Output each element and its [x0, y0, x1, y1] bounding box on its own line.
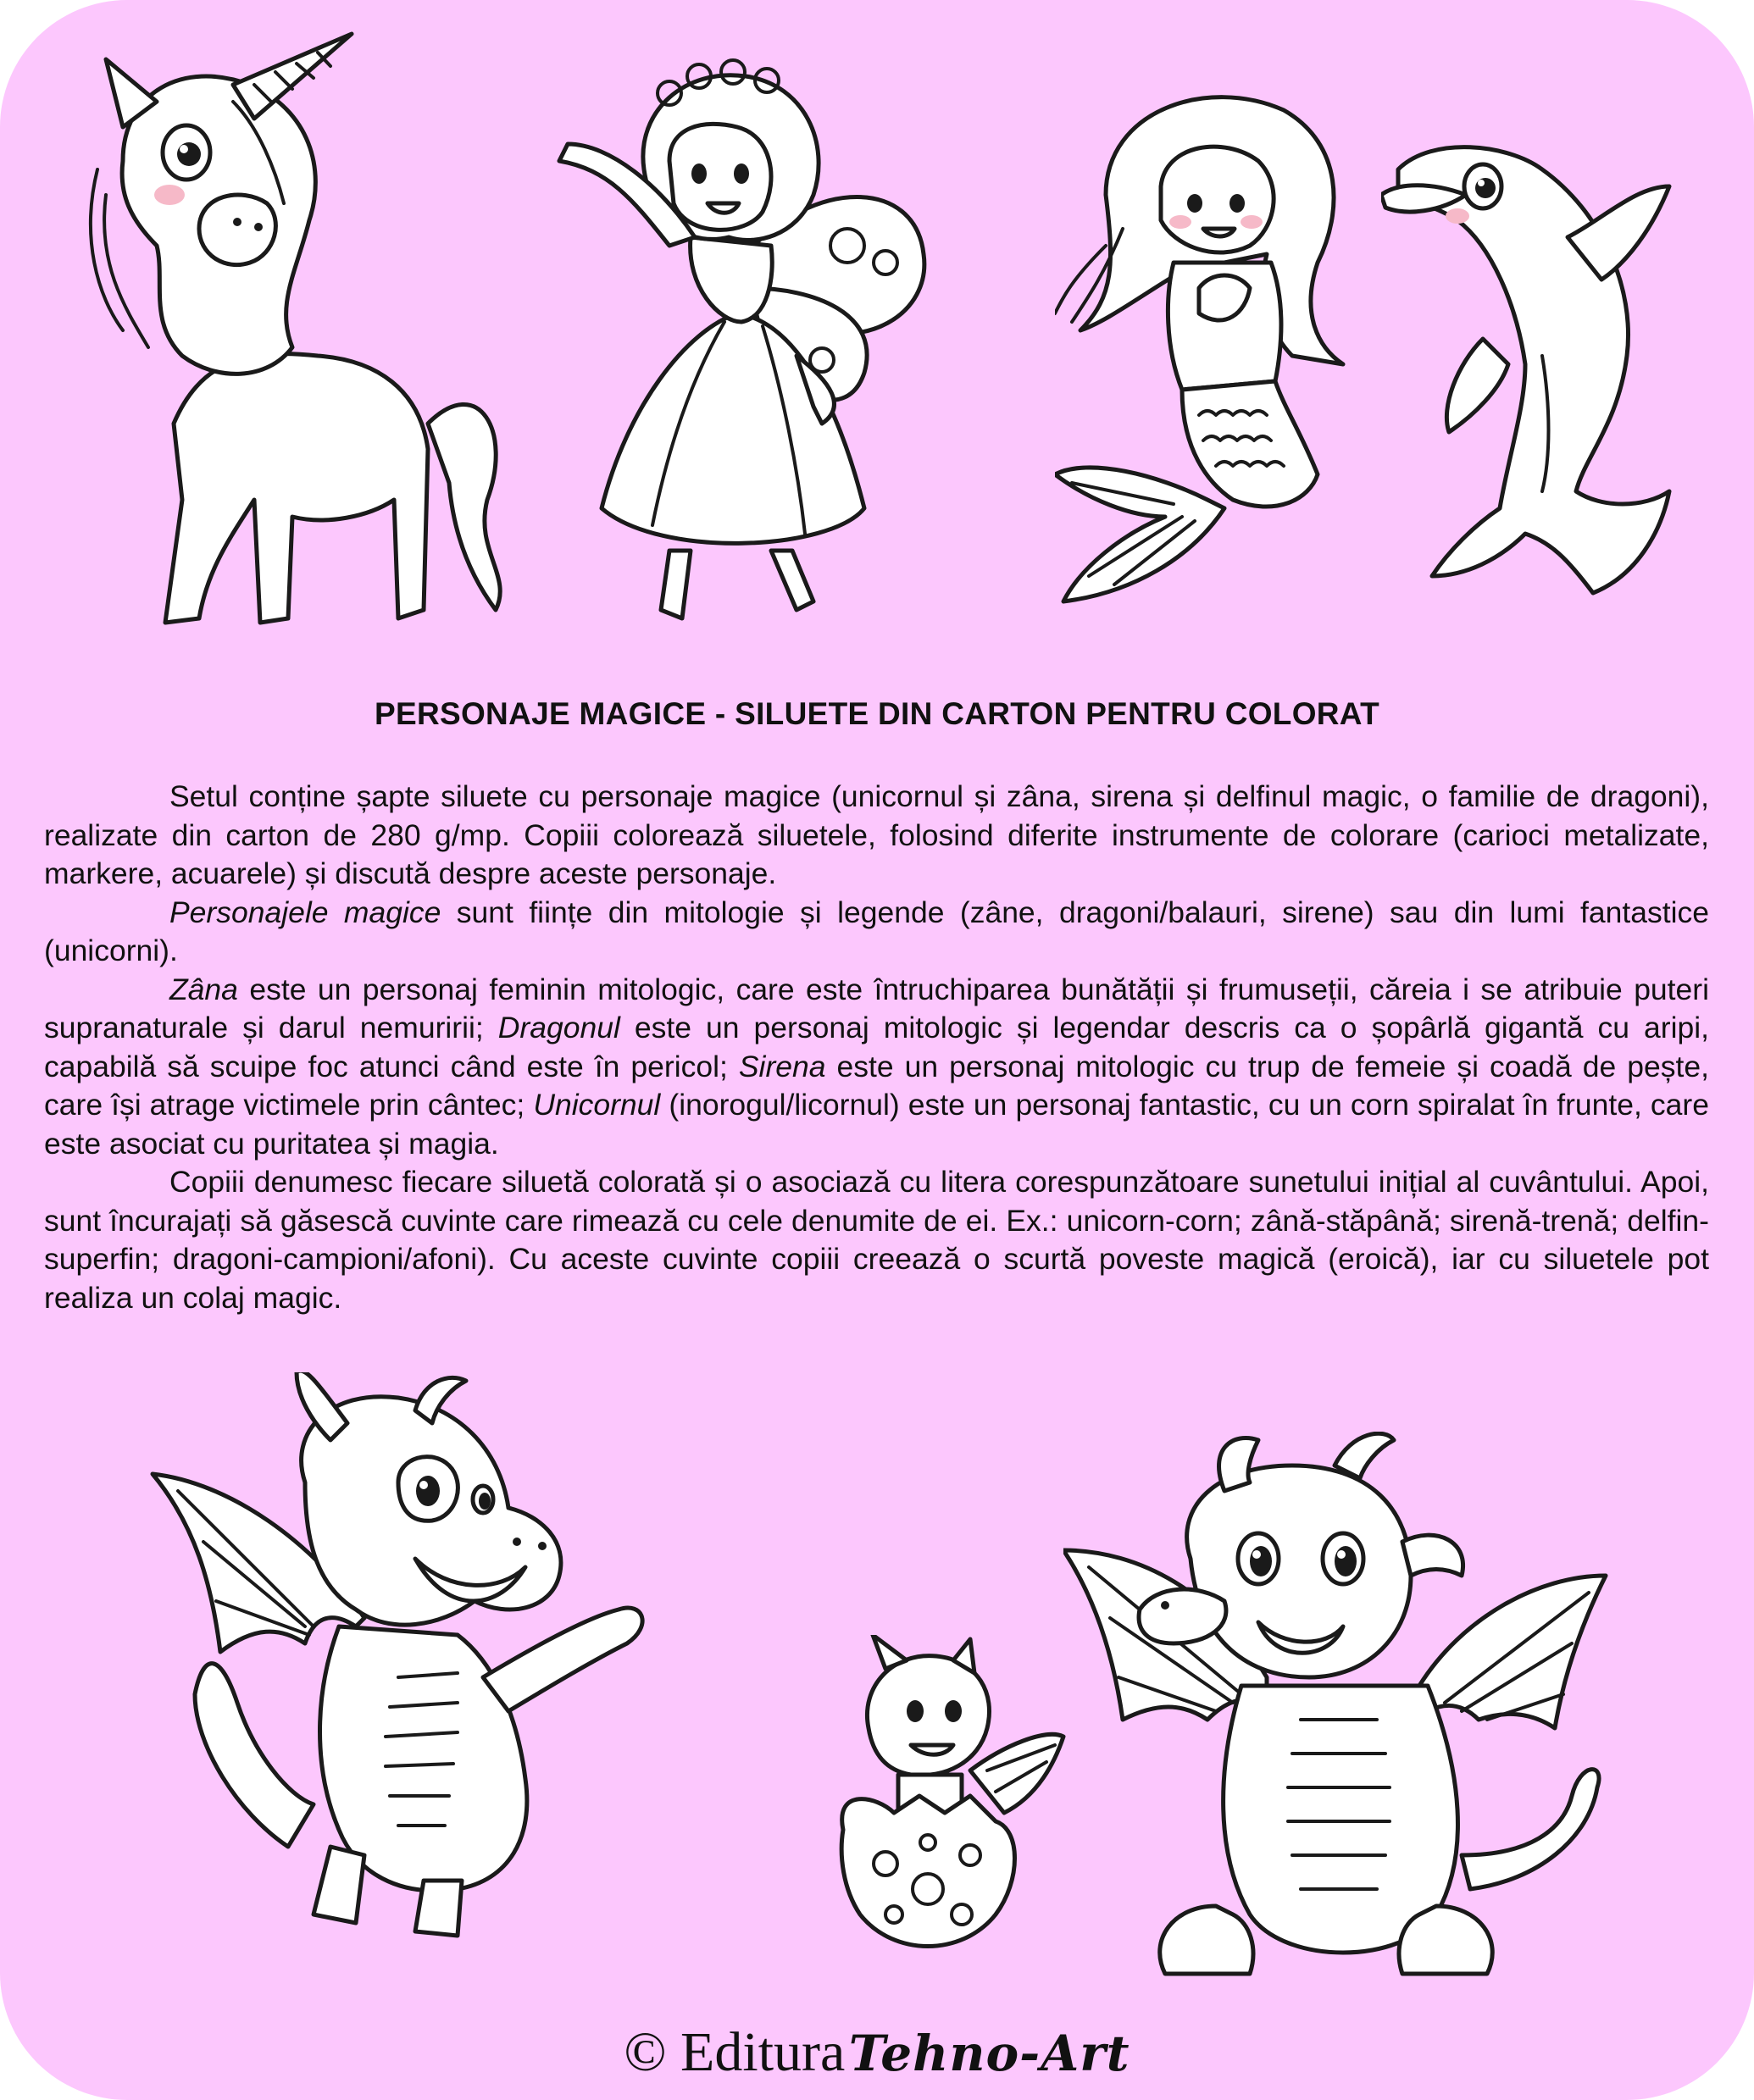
- paragraph-text: este un personaj mitologic cu trup de femeie și coadă de pește, care își atrage victimele prin cântec;: [44, 1049, 1709, 1122]
- paragraph-text: este un personaj mitologic și legendar descris ca o șopârlă gigantă cu aripi, capabilă să scuipe foc atunci când este în pericol;: [44, 1011, 1709, 1083]
- dragon-illustration-right: [1063, 1432, 1614, 1991]
- paragraph-text: (inorogul/licornul) este un personaj fantastic, cu un corn spiralat în frunte, care este asociat cu puritatea și magia.: [44, 1088, 1709, 1161]
- mermaid-illustration: [1055, 76, 1394, 618]
- document-title: PERSONAJE MAGICE - SILUETE DIN CARTON PENTRU COLORAT: [375, 696, 1379, 731]
- paragraph-2: [44, 894, 1709, 971]
- paragraph-italic-term: Sirena: [738, 1049, 826, 1083]
- publisher-brand-logo: Tehno-Art: [848, 2025, 1130, 2082]
- document-body: [44, 778, 1709, 1317]
- baby-dragon-illustration: [826, 1635, 1072, 1957]
- publisher-footer: [0, 2020, 1754, 2085]
- paragraph-italic-term: Dragonul: [497, 1011, 620, 1044]
- paragraph-text: Setul conține șapte siluete cu personaje magice (unicornul și zâna, sirena și delfinul magic, o familie de dragoni), realizate din carton de 280 g/mp. Copiii colorează siluetele, folosind diferite instrumente de colorare (carioci metalizate, markere, acuarele) și discută despre aceste personaje.: [44, 779, 1709, 890]
- paragraph-italic-term: Zâna: [169, 972, 238, 1006]
- paragraph-3: [44, 971, 1709, 1164]
- paragraph-text: sunt ființe din mitologie și legende (zâne, dragoni/balauri, sirene) sau din lumi fantastice (unicorni).: [44, 895, 1709, 967]
- dolphin-illustration: [1381, 136, 1686, 627]
- copyright-text: © Editura: [624, 2021, 846, 2083]
- fairy-illustration: [542, 34, 949, 652]
- paragraph-text: este un personaj feminin mitologic, care este întruchiparea bunătății și frumuseții, căreia i se atribuie puteri supranaturale și darul nemuririi;: [44, 972, 1709, 1044]
- paragraph-text: Copiii denumesc fiecare siluetă colorată și o asociază cu litera corespunzătoare sunetului inițial al cuvântului. Apoi, sunt încurajați să găsescă cuvinte care rimează cu cele denumite de ei. Ex.: unicorn-corn; zână-stăpână; sirenă-trenă; delfin-superfin; dragoni-campioni/afoni). Cu aceste cuvinte copiii creează o scurtă poveste magică (eroică), iar cu siluetele pot realiza un colaj magic.: [44, 1165, 1709, 1315]
- unicorn-illustration: [72, 25, 530, 652]
- dragon-illustration-left: [144, 1372, 686, 1948]
- paragraph-italic-term: Personajele magice: [169, 895, 441, 929]
- paragraph-4: [44, 1163, 1709, 1317]
- paragraph-1: [44, 778, 1709, 894]
- paragraph-italic-term: Unicornul: [533, 1088, 661, 1122]
